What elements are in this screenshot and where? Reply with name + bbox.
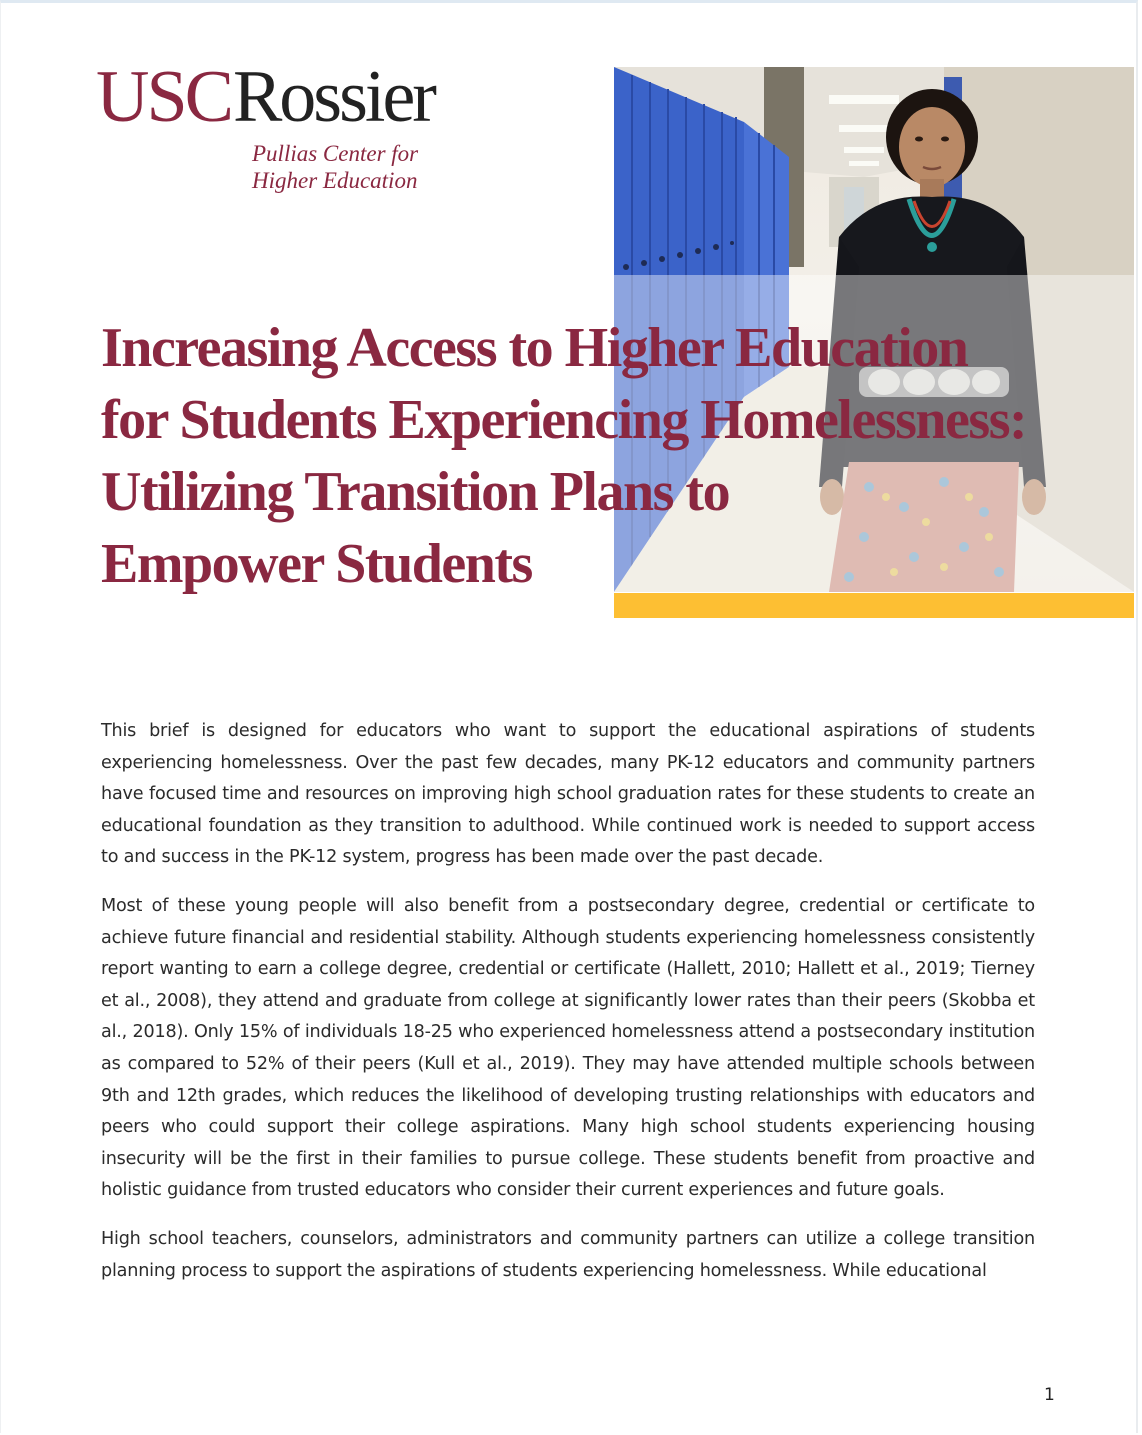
page-number: 1 (1044, 1385, 1055, 1405)
document-title (101, 312, 1101, 600)
title-line-1: Increasing Access to Higher Education (101, 317, 968, 379)
logo-subtitle-line1: Pullias Center for (252, 141, 419, 166)
title-line-4: Empower Students (101, 533, 532, 595)
title-line-2: for Students Experiencing Homelessness: (101, 389, 1027, 451)
logo-rossier: Rossier (232, 56, 434, 138)
usc-rossier-logo (96, 56, 434, 194)
paragraph-intro: This brief is designed for educators who want to support the educational aspirations of students experiencing homelessness. Over the past few decades, many PK-12 educators and community partners have focused time and resources on improving high school graduation rates for these students to create an educational foundation as they transition to adulthood. While continued work is needed to support access to and success in the PK-12 system, progress has been made over the past decade. (101, 721, 1035, 868)
body-text (101, 716, 1035, 1304)
logo-usc: USC (96, 56, 231, 138)
paragraph-postsecondary: Most of these young people will also benefit from a postsecondary degree, credential or certificate to achieve future financial and residential stability. Although students experiencing homelessness consistently report wanting to earn a college degree, credential or certificate (Hallett, 2010; Hallett et al., 2019; Tierney et al., 2008), they attend and graduate from college at significantly lower rates than their peers (Skobba et al., 2018). Only 15% of individuals 18-25 who experienced homelessness attend a postsecondary institution as compared to 52% of their peers (Kull et al., 2019). They may have attended multiple schools between 9th and 12th grades, which reduces the likelihood of developing trusting relationships with educators and peers who could support their college aspirations. Many high school students experiencing housing insecurity will be the first in their families to pursue college. These students benefit from proactive and holistic guidance from trusted educators who consider their current experiences and future goals. (101, 895, 1035, 1201)
logo-subtitle-line2: Higher Education (252, 168, 418, 193)
logo-subtitle (252, 140, 434, 194)
title-line-3: Utilizing Transition Plans to (101, 461, 730, 523)
paragraph-transition-planning: High school teachers, counselors, administrators and community partners can utilize a college transition planning process to support the aspirations of students experiencing homelessness. While educational (101, 1228, 1035, 1281)
logo-wordmark (96, 56, 434, 138)
